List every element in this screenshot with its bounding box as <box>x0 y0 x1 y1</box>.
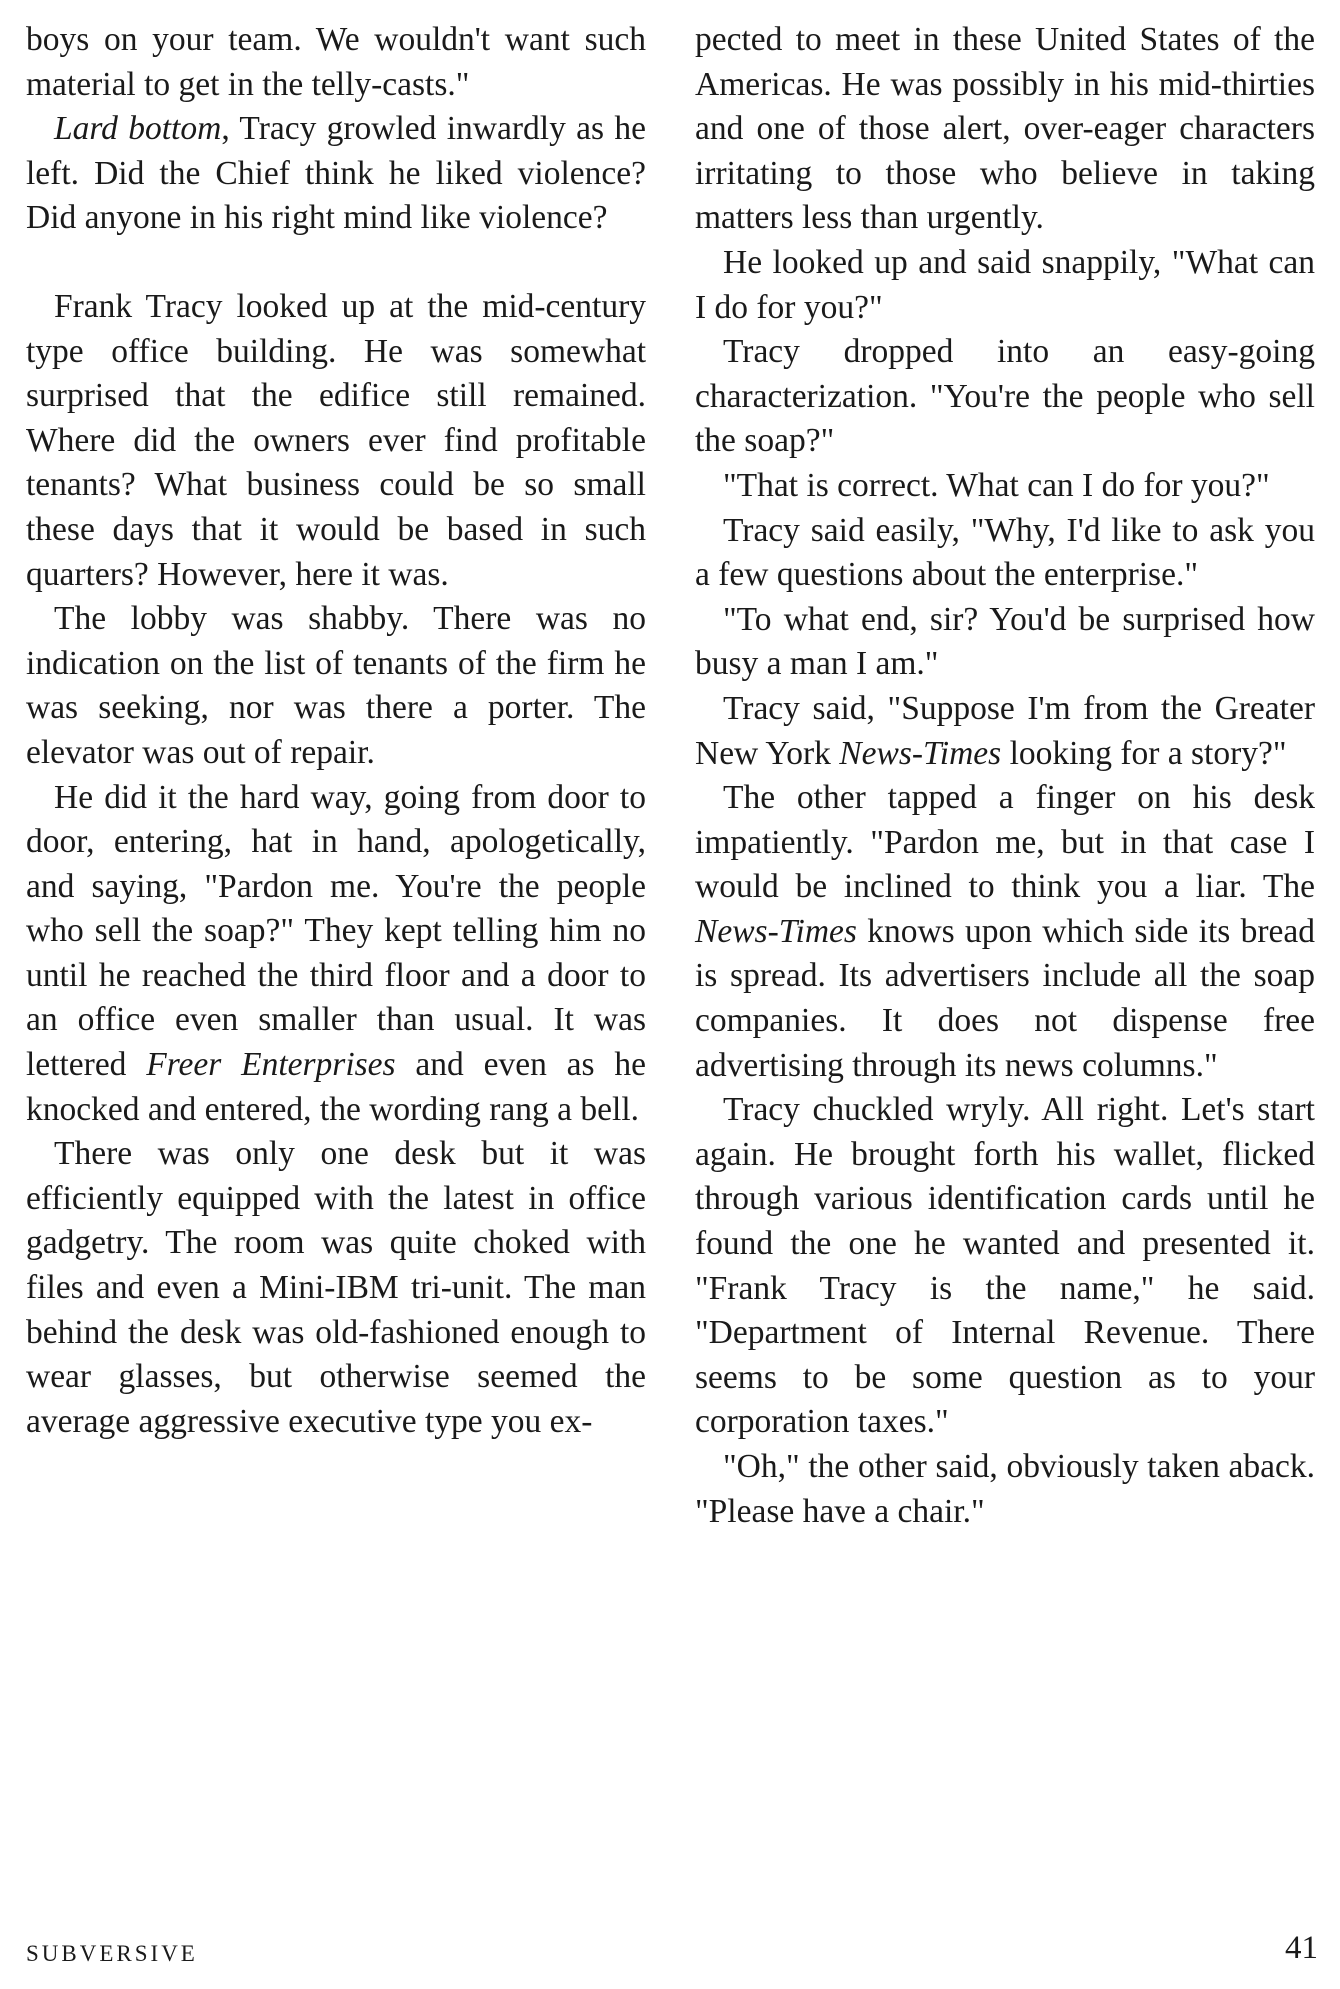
right-text-column <box>695 18 1315 1534</box>
text-run: looking for a story?" <box>1001 734 1287 772</box>
text-run: "That is correct. What can I do for you?" <box>723 466 1270 504</box>
paragraph <box>695 18 1315 241</box>
paragraph <box>695 241 1315 330</box>
text-run: Frank Tracy looked up at the mid-century type office building. He was somewhat surprised that the edifice still remained. Where did the owners ever find profitable tenants? What business could be so small these days that it would be based in such quarters? However, here it was. <box>26 287 646 593</box>
paragraph <box>695 1445 1315 1534</box>
paragraph <box>695 598 1315 687</box>
text-run: and even as he knocked and entered, the wording rang a bell. <box>26 1046 647 1128</box>
running-title: SUBVERSIVE <box>26 1941 198 1966</box>
paragraph <box>26 18 646 107</box>
paragraph <box>695 687 1315 776</box>
text-run: Tracy said easily, "Why, I'd like to ask you a few questions about the enterprise." <box>695 511 1315 594</box>
text-run: The other tapped a finger on his desk impatiently. "Pardon me, but in that case I would be inclined to think you a liar. The <box>695 779 1315 906</box>
left-text-column <box>26 18 646 1444</box>
paragraph <box>695 509 1315 598</box>
italic-text: Freer Enterprises <box>146 1046 396 1084</box>
page-number: 41 <box>1285 1930 1318 1966</box>
text-run: pected to meet in these United States of the Americas. He was possibly in his mid-thirties and one of those alert, over-eager characters irritating to those who believe in taking matters less than urgently. <box>695 21 1315 237</box>
italic-text: Lard bottom <box>54 110 222 148</box>
text-run: The lobby was shabby. There was no indication on the list of tenants of the firm he was seeking, nor was there a porter. The elevator was out of repair. <box>26 600 646 771</box>
text-run: , Tracy growled inwardly as he left. Did the Chief think he liked violence? Did anyone in his right mind like violence? <box>26 110 646 237</box>
paragraph <box>26 285 646 597</box>
text-run: There was only one desk but it was efficiently equipped with the latest in office gadgetry. The room was quite choked with files and even a Mini-IBM tri-unit. The man behind the desk was old-fashioned enough to wear glasses, but otherwise seemed the average aggressive executive type you ex- <box>26 1135 646 1440</box>
paragraph <box>26 1132 646 1444</box>
paragraph <box>695 464 1315 509</box>
paragraph <box>695 330 1315 464</box>
paragraph <box>695 1088 1315 1445</box>
text-run: Tracy dropped into an easy-going characterization. "You're the people who sell the soap?" <box>695 333 1315 460</box>
paragraph <box>26 776 646 1133</box>
text-run: boys on your team. We wouldn't want such material to get in the telly-casts." <box>26 21 646 103</box>
text-run: knows upon which side its bread is spread. Its advertisers include all the soap companies. It does not dispense free advertising through its news columns." <box>695 912 1315 1084</box>
paragraph <box>26 597 646 775</box>
italic-text: News-Times <box>839 734 1002 772</box>
paragraph <box>695 776 1315 1088</box>
text-run: "To what end, sir? You'd be surprised how busy a man I am." <box>695 600 1315 683</box>
italic-text: News-Times <box>695 912 857 950</box>
text-run: He did it the hard way, going from door to door, entering, hat in hand, apologetically, and saying, "Pardon me. You're the people who sell the soap?" They kept telling him no until he reached the third floor and a door to an office even smaller than usual. It was lettered <box>26 778 646 1084</box>
paragraph <box>26 107 646 241</box>
text-run: Tracy said, "Suppose I'm from the Greater New York <box>695 689 1315 772</box>
text-run: He looked up and said snappily, "What can I do for you?" <box>695 243 1315 326</box>
text-run: "Oh," the other said, obviously taken aback. "Please have a chair." <box>695 1448 1315 1530</box>
text-run: Tracy chuckled wryly. All right. Let's start again. He brought forth his wallet, flicked through various identification cards until he found the one he wanted and presented it. "Frank Tracy is the name," he said. "Department of Internal Revenue. There seems to be some question as to your corporation taxes." <box>695 1091 1315 1441</box>
